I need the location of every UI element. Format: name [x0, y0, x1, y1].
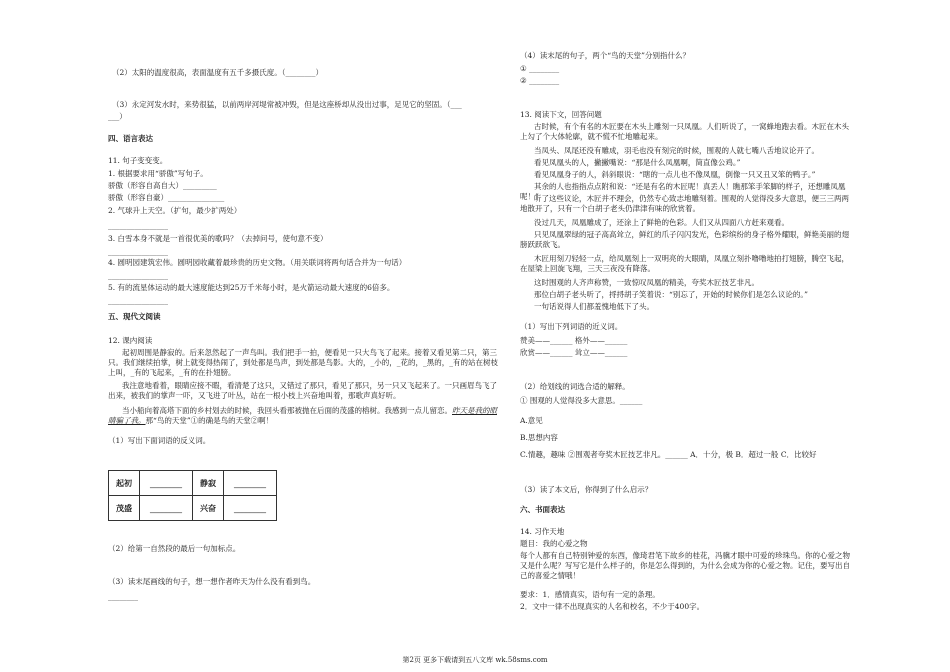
table-cell-blank[interactable]: ________ — [140, 471, 193, 496]
answer-blank: ________ — [108, 592, 138, 601]
table-cell-blank[interactable]: ________ — [140, 496, 193, 521]
essay-requirement-1: 要求：1．感情真实，语句有一定的条理。 — [520, 590, 660, 599]
question-11-4: 4. 圆明园建筑宏伟。圆明园收藏着最珍贵的历史文物。（用关联词将两句话合并为一句话） — [108, 258, 407, 267]
question-13-3: （3）读了本文后，你得到了什么启示？ — [520, 485, 653, 494]
synonym-line-1: 赞美——______ 格外——______ — [520, 336, 628, 345]
passage-paragraph: 那位白胡子老头听了，捋捋胡子笑着说：“别忘了，开始的时候你们是怎么议论的。” — [534, 290, 808, 299]
answer-blank: ________________ — [108, 221, 168, 230]
question-13: 13. 阅读下文，回答问题 — [520, 110, 602, 119]
essay-title: 题目：我的心爱之物 — [520, 539, 588, 548]
question-14: 14. 习作天地 — [520, 527, 565, 536]
section-6-heading: 六、书面表达 — [520, 505, 565, 514]
passage-paragraph: 只见凤凰翠绿的冠子高高耸立，鲜红的爪子闪闪发光，色彩缤纷的身子格外耀眼，鲜艳美丽的翅膀跃跃欲飞。 — [520, 230, 849, 249]
question-12: 12. 课内阅读 — [108, 336, 153, 345]
question-11-2: 2. 气球升上天空。（扩句，最少扩两处） — [108, 206, 242, 215]
question-2: （2）太阳的温度很高，表面温度有五千多摄氏度。（________） — [112, 68, 324, 77]
passage-paragraph: 这时围观的人齐声称赞，一致惊叹凤凰的精美，夸奖木匠技艺非凡。 — [534, 278, 759, 287]
table-row — [109, 496, 277, 521]
answer-blank: ________________ — [108, 271, 168, 280]
table-cell: 兴奋 — [193, 496, 224, 521]
passage-paragraph-2: 我注意地看着，眼睛应接不暇，看清楚了这只，又错过了那只，看见了那只，另一只又飞起来了。一只画眉鸟飞了出来，被我们的掌声一吓，又飞进了叶丛，站在一根小枝上兴奋地叫着，那歌声真好听。 — [108, 381, 497, 400]
table-row — [109, 471, 277, 496]
passage-paragraph: 看见凤凰身子的人，斜斜眼说：“瞎的一点儿也不像凤凰，倒像一只又丑又笨的鸭子。” — [534, 170, 816, 179]
table-cell: 起初 — [109, 471, 140, 496]
passage-paragraph: 听了这些议论，木匠并不理会，仍然专心致志地雕刻着。围观的人觉得没多大意思，便三三两两地散开了，只有一个白胡子老头仍津津有味的欣赏着。 — [520, 194, 849, 213]
table-cell: 静寂 — [193, 471, 224, 496]
passage-paragraph: 一句话说得人们都羞愧地低下了头。 — [534, 302, 654, 311]
question-3: （3）永定河发水时，来势很猛，以前两岸河堤常被冲毁，但是这座桥却从没出过事，足见它的坚固。（___ — [112, 100, 462, 109]
question-11-1b: 骄傲（形容自豪）_______________ — [108, 193, 225, 202]
passage-paragraph: 木匠用刻刀轻轻一点，给凤凰刻上一双明亮的大眼睛，凤凰立刻扑噜噜地拍打翅膀，腾空飞起，在屋梁上回旋飞翔，三天三夜没有降落。 — [520, 254, 849, 273]
section-5-heading: 五、现代文阅读 — [108, 312, 161, 321]
question-11-5: 5. 有的流星体运动的最大速度能达到25万千米每小时，是火箭运动最大速度的6倍多。 — [108, 283, 395, 292]
synonym-line-2: 欣赏——______ 耸立——______ — [520, 348, 628, 357]
passage-paragraph: 其余的人也指指点点附和说：“还是有名的木匠呢！真丢人！瞧那笨手笨脚的样子，还想雕凤凰呢！” — [520, 182, 846, 201]
question-12-2: （2）给第一自然段的最后一句加标点。 — [108, 544, 241, 553]
answer-blank: ________________ — [108, 247, 168, 256]
question-12-3: （3）读末尾画线的句子，想一想作者昨天为什么没有看到鸟。 — [108, 577, 316, 586]
table-cell-blank[interactable]: ________ — [224, 471, 277, 496]
antonym-table — [108, 470, 277, 521]
answer-line-1: ① ________ — [520, 64, 560, 73]
passage-paragraph-1: 起初周围是静寂的。后来忽然起了一声鸟叫。我们把手一拍，便看见一只大鸟飞了起来。接着又看见第二只，第三只。我们继续拍掌，树上就变得热闹了，到处都是鸟声，到处都是鸟影。大的，_小的，_花的，_黑的，_有的站在树枝上叫，_有的飞起来，_有的在扑翅膀。 — [108, 348, 498, 377]
question-12-1: （1）写出下面词语的反义词。 — [108, 436, 211, 445]
option-b: B.思想内容 — [520, 433, 558, 442]
passage-paragraph: 看见凤凰头的人，撇撇嘴说：“那是什么凤凰啊，简直像公鸡。” — [534, 158, 741, 167]
question-11: 11. 句子变变变。 — [108, 156, 168, 165]
question-13-2a: ① 围观的人觉得没多大意思。______ — [520, 396, 643, 405]
page-footer: 第2页 更多下载请到五八文库 wk.58sms.com — [402, 656, 548, 664]
essay-requirement-2: 2．文中一律不出现真实的人名和校名，不少于400字。 — [520, 602, 705, 611]
table-cell-blank[interactable]: ________ — [224, 496, 277, 521]
question-3-cont: ___） — [108, 112, 127, 121]
underlined-sentence: 昨天是我的眼睛骗了我。 — [108, 406, 497, 425]
option-c: C.情趣，趣味 ②围观者夸奖木匠技艺非凡。______ A．十分，极 B．超过一般 C．比较好 — [520, 450, 817, 459]
section-4-heading: 四、语言表达 — [108, 134, 153, 143]
passage-paragraph: 当凤头、凤尾还没有雕成，羽毛也没有刻完的时候，围观的人就七嘴八舌地议论开了。 — [534, 146, 819, 155]
question-13-1: （1）写出下列词语的近义词。 — [520, 322, 623, 331]
table-cell: 茂盛 — [109, 496, 140, 521]
question-11-1: 1. 根据要求用“骄傲”写句子。 — [108, 169, 208, 178]
option-a: A.意见 — [520, 416, 543, 425]
passage-paragraph-3: 当小船向着高塔下面的乡村划去的时候，我回头看那被抛在后面的茂盛的榕树。我感到一点儿留恋。昨天是我的眼睛骗了我。那“鸟的天堂”①的确是鸟的天堂②啊！ — [108, 406, 497, 425]
passage-paragraph: 古时候，有个有名的木匠要在木头上雕刻一只凤凰。人们听说了，一窝蜂地跑去看。木匠在木头上勾了个大体轮廓，就不慌不忙地雕起来。 — [520, 122, 849, 141]
answer-blank: ________________ — [108, 296, 168, 305]
question-13-2: （2）给划线的词选合适的解释。 — [520, 382, 630, 391]
answer-line-2: ② ________ — [520, 76, 560, 85]
question-11-3: 3. 白雪本身不就是一首很优美的歌吗？（去掉问号，使句意不变） — [108, 234, 328, 243]
essay-prompt: 每个人都有自己特别钟爱的东西，像琦君笔下故乡的桂花，冯骥才眼中可爱的珍珠鸟。你的心爱之物又是什么呢？写写它是什么样子的，你是怎么得到的，为什么会成为你的心爱之物。记住，要写出自己的喜爱之情哦！ — [520, 551, 850, 580]
passage-paragraph: 没过几天，凤凰雕成了，还涂上了鲜艳的色彩。人们又从四面八方赶来观看。 — [534, 218, 789, 227]
question-11-1a: 骄傲（形容自高自大）_________ — [108, 181, 217, 190]
question-12-4: （4）读末尾的句子，两个“鸟的天堂”分别指什么？ — [520, 51, 690, 60]
